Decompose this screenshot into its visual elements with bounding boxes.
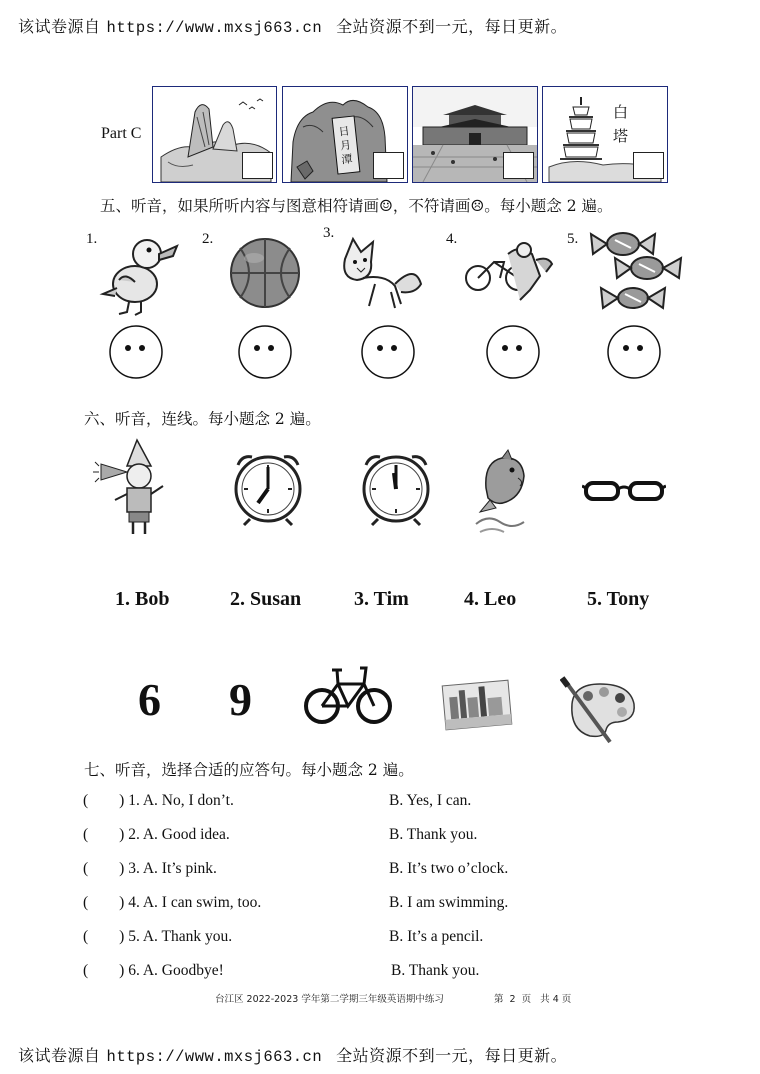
pagoda-char-1: 白 — [613, 103, 629, 121]
page-footer-title: 台江区 2022-2023 学年第二学期三年级英语期中练习 — [215, 994, 444, 1005]
top-banner — [18, 14, 567, 37]
name-label: 5. Tony — [587, 588, 650, 610]
section-6-title: 六、听音，连线。每小题念 2 遍。 — [84, 410, 321, 428]
part-c-picture-4 — [542, 86, 668, 183]
question-row-a: ( ) 3. A. It’s pink. — [83, 860, 217, 877]
name-label: 2. Susan — [230, 588, 302, 610]
answer-box[interactable] — [242, 152, 273, 179]
option-b[interactable]: B. Thank you. — [389, 826, 478, 843]
city-photo-icon — [440, 677, 514, 733]
answer-box[interactable] — [373, 152, 404, 179]
face-circle[interactable] — [237, 324, 293, 380]
part-c-label: Part C — [101, 125, 142, 142]
rock-sign-char-2: 月 — [339, 138, 352, 153]
option-b[interactable]: B. It’s a pencil. — [389, 928, 484, 945]
face-circle[interactable] — [485, 324, 541, 380]
basketball-icon — [228, 236, 302, 310]
rock-sign-char-3: 潭 — [340, 152, 354, 167]
option-b[interactable]: B. Yes, I can. — [389, 792, 472, 809]
item-number: 5. — [567, 231, 579, 247]
question-row-a: ( ) 1. A. No, I don’t. — [83, 792, 234, 809]
section-7-title: 七、听音，选择合适的应答句。每小题念 2 遍。 — [84, 761, 414, 779]
part-c-picture-1 — [152, 86, 277, 183]
face-circle[interactable] — [360, 324, 416, 380]
name-label: 1. Bob — [115, 588, 170, 610]
banner-url[interactable]: https://www.mxsj663.cn — [106, 19, 323, 37]
banner-suffix: 全站资源不到一元，每日更新。 — [336, 1046, 568, 1065]
answer-box[interactable] — [633, 152, 664, 179]
face-circle[interactable] — [108, 324, 164, 380]
item-number: 3. — [323, 225, 335, 241]
clock-eight-icon — [230, 451, 306, 527]
item-number: 1. — [86, 231, 98, 247]
banner-suffix: 全站资源不到一元，每日更新。 — [336, 17, 568, 36]
number-six: 6 — [138, 674, 161, 725]
bike-ride-icon — [460, 240, 555, 310]
option-b[interactable]: B. Thank you. — [391, 962, 480, 979]
banner-prefix: 该试卷源自 — [18, 17, 101, 36]
bird-icon — [95, 232, 180, 317]
option-b[interactable]: B. It’s two o’clock. — [389, 860, 509, 877]
pagoda-char-2: 塔 — [613, 127, 629, 145]
bicycle-icon — [302, 662, 394, 728]
section-5-title: 五、听音，如果所听内容与图意相符请画☺，不符请画☹。每小题念 2 遍。 — [100, 197, 613, 215]
option-b[interactable]: B. I am swimming. — [389, 894, 509, 911]
banner-url[interactable]: https://www.mxsj663.cn — [106, 1048, 323, 1066]
question-row-a: ( ) 6. A. Goodbye! — [83, 962, 224, 979]
answer-box[interactable] — [503, 152, 534, 179]
item-number: 4. — [446, 231, 458, 247]
party-boy-icon — [93, 436, 173, 538]
number-nine: 9 — [229, 674, 252, 725]
name-label: 3. Tim — [354, 588, 409, 610]
fox-icon — [335, 234, 425, 314]
question-row-a: ( ) 4. A. I can swim, too. — [83, 894, 262, 911]
candy-icon — [585, 226, 687, 314]
bottom-banner — [18, 1043, 567, 1066]
dolphin-icon — [466, 448, 536, 540]
question-row-a: ( ) 5. A. Thank you. — [83, 928, 233, 945]
clock-twelve-icon — [358, 451, 434, 527]
part-c-picture-2 — [282, 86, 408, 183]
banner-prefix: 该试卷源自 — [18, 1046, 101, 1065]
glasses-icon — [582, 478, 666, 504]
page-number: 第 2 页 共 4 页 — [494, 994, 572, 1005]
palette-icon — [560, 676, 640, 746]
rock-sign-char-1: 日 — [337, 124, 351, 139]
question-row-a: ( ) 2. A. Good idea. — [83, 826, 230, 843]
part-c-picture-3 — [412, 86, 538, 183]
name-label: 4. Leo — [464, 588, 517, 610]
item-number: 2. — [202, 231, 214, 247]
face-circle[interactable] — [606, 324, 662, 380]
